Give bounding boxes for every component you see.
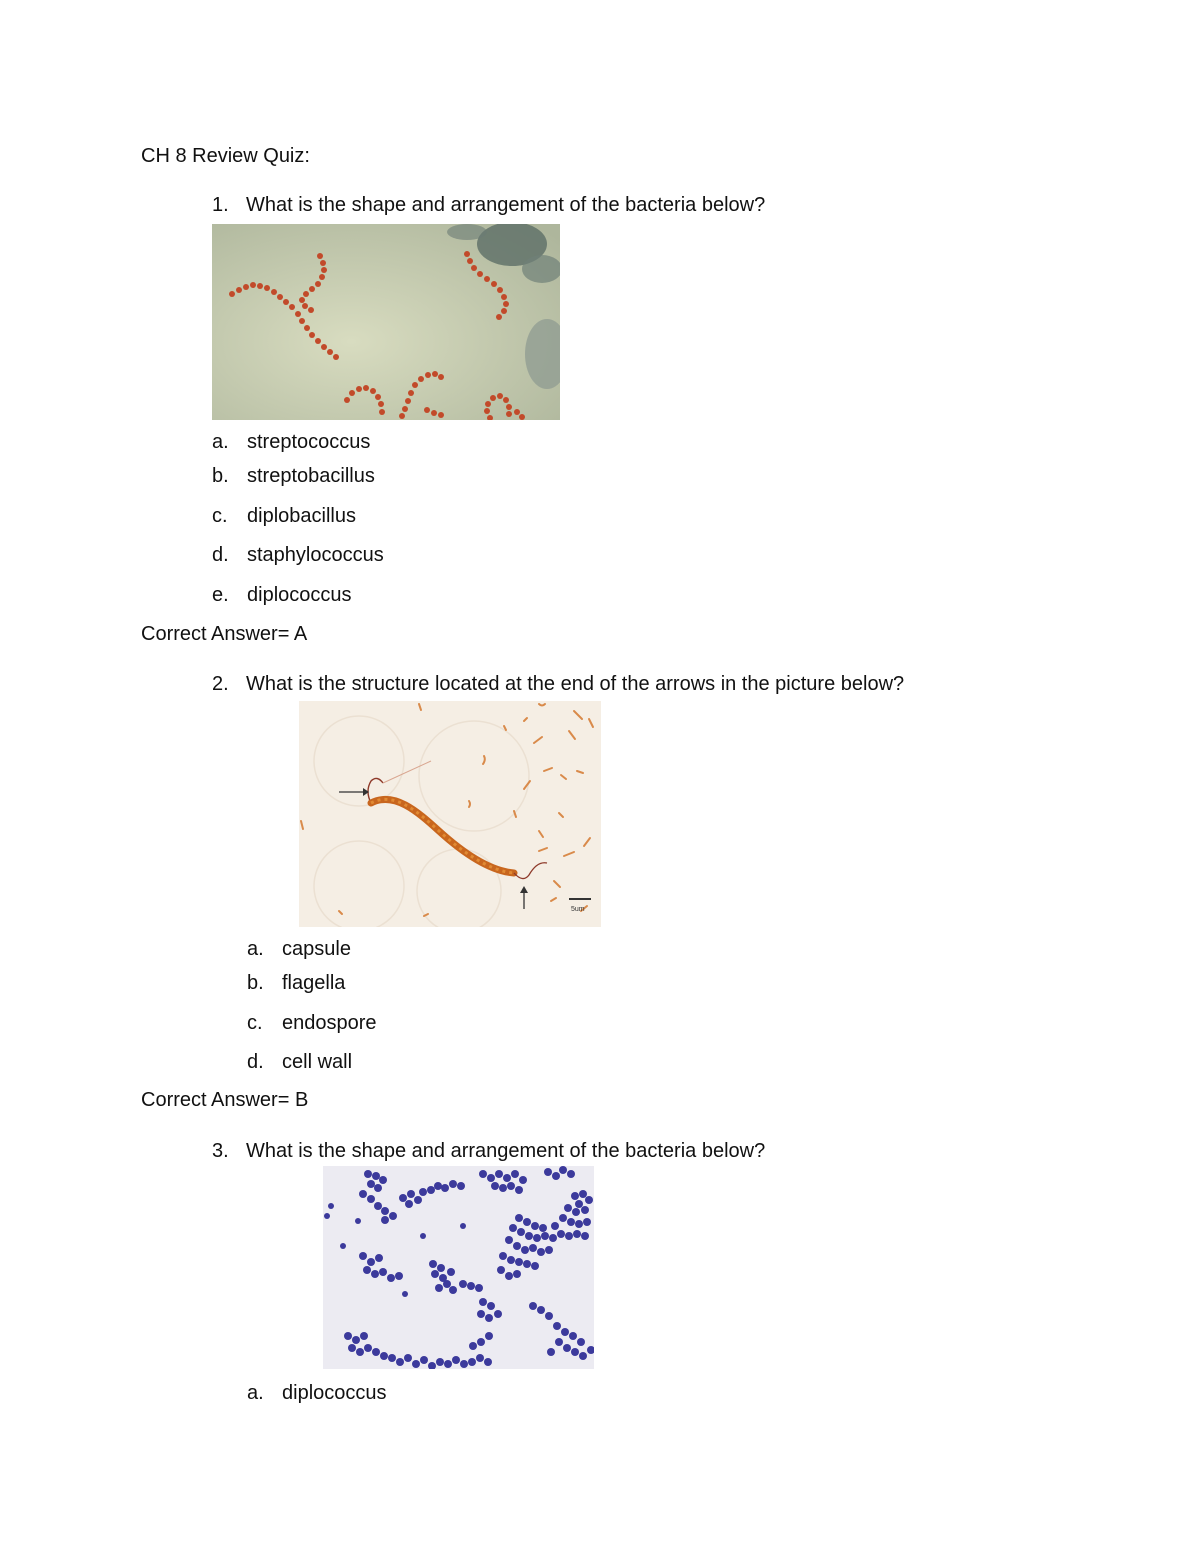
option-3a[interactable] bbox=[247, 1383, 387, 1403]
question-1 bbox=[212, 195, 765, 215]
option-text: flagella bbox=[282, 972, 346, 994]
option-letter: a. bbox=[247, 938, 264, 960]
option-letter: a. bbox=[212, 431, 229, 453]
option-1d[interactable] bbox=[212, 545, 384, 565]
option-text: capsule bbox=[282, 938, 351, 960]
option-letter: b. bbox=[247, 972, 264, 994]
option-text: diplobacillus bbox=[247, 505, 356, 527]
option-1a[interactable] bbox=[212, 432, 370, 452]
option-letter: c. bbox=[247, 1012, 263, 1034]
question-number: 1. bbox=[212, 194, 229, 216]
correct-answer-2: Correct Answer= B bbox=[141, 1089, 309, 1111]
question-3 bbox=[212, 1141, 765, 1161]
option-text: diplococcus bbox=[282, 1382, 387, 1404]
option-letter: b. bbox=[212, 465, 229, 487]
option-letter: d. bbox=[212, 544, 229, 566]
option-text: endospore bbox=[282, 1012, 377, 1034]
question-number: 3. bbox=[212, 1140, 229, 1162]
question-text: What is the shape and arrangement of the bacteria below? bbox=[246, 194, 766, 216]
option-text: staphylococcus bbox=[247, 544, 384, 566]
question-2 bbox=[212, 674, 904, 694]
question-number: 2. bbox=[212, 673, 229, 695]
option-1c[interactable] bbox=[212, 506, 356, 526]
option-2c[interactable] bbox=[247, 1013, 377, 1033]
page-title: CH 8 Review Quiz: bbox=[141, 145, 310, 167]
option-text: streptobacillus bbox=[247, 465, 375, 487]
option-text: cell wall bbox=[282, 1051, 353, 1073]
option-1b[interactable] bbox=[212, 466, 375, 486]
question-text: What is the structure located at the end of the arrows in the picture below? bbox=[246, 673, 905, 695]
option-letter: a. bbox=[247, 1382, 264, 1404]
option-1e[interactable] bbox=[212, 585, 352, 605]
question-text: What is the shape and arrangement of the bacteria below? bbox=[246, 1140, 766, 1162]
spirochete-micrograph bbox=[299, 701, 601, 927]
option-letter: e. bbox=[212, 584, 229, 606]
scale-bar-label: 5um bbox=[571, 906, 585, 913]
streptococcus-micrograph bbox=[212, 224, 560, 420]
staphylococcus-micrograph bbox=[323, 1166, 594, 1369]
option-letter: c. bbox=[212, 505, 228, 527]
option-text: diplococcus bbox=[247, 584, 352, 606]
option-2b[interactable] bbox=[247, 973, 345, 993]
option-2d[interactable] bbox=[247, 1052, 352, 1072]
option-letter: d. bbox=[247, 1051, 264, 1073]
option-text: streptococcus bbox=[247, 431, 371, 453]
option-2a[interactable] bbox=[247, 939, 351, 959]
correct-answer-1: Correct Answer= A bbox=[141, 623, 308, 645]
